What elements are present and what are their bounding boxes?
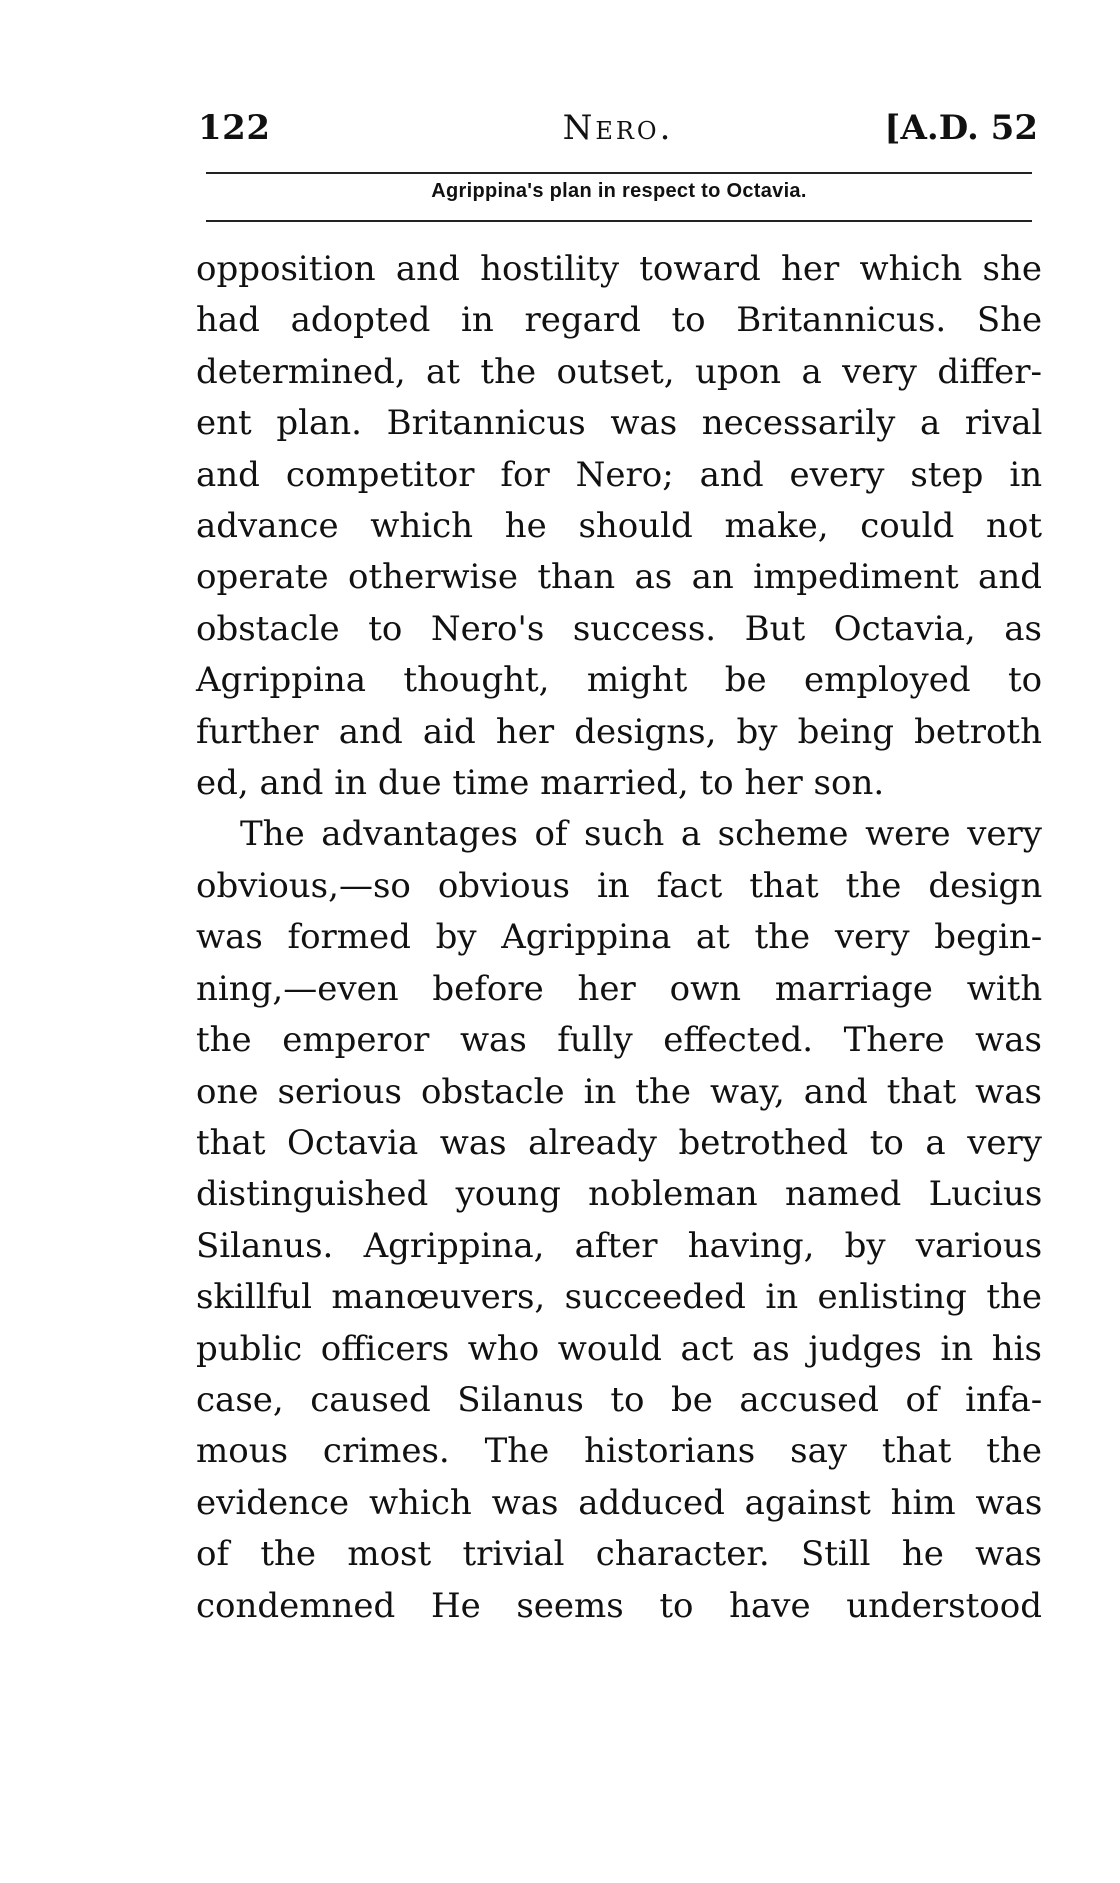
text-line: the emperor was fully effected. There was: [196, 1020, 1042, 1061]
text-line: advance which he should make, could not: [196, 506, 1042, 547]
text-line: operate otherwise than as an impediment and: [196, 557, 1042, 598]
header-rule-bottom: [206, 220, 1032, 222]
text-line: mous crimes. The historians say that the: [196, 1431, 1042, 1472]
text-line: skillful manœuvers, succeeded in enlisting the: [196, 1277, 1043, 1318]
text-line: public officers who would act as judges in his: [196, 1328, 1042, 1369]
running-date: [A.D. 52: [884, 108, 1038, 148]
body-text: [196, 244, 1042, 1632]
text-line: Silanus. Agrippina, after having, by various: [196, 1225, 1043, 1266]
text-line: further and aid her designs, by being betroth: [196, 711, 1042, 752]
paragraph-1: [196, 244, 1042, 809]
running-header: [198, 108, 1038, 160]
text-line: evidence which was adduced against him was: [196, 1482, 1043, 1523]
running-title: Nero.: [562, 108, 674, 148]
text-line: that Octavia was already betrothed to a very: [196, 1122, 1042, 1163]
header-rule-top: [206, 172, 1032, 174]
text-line: Agrippina thought, might be employed to: [196, 660, 1043, 701]
text-line: case, caused Silanus to be accused of infa-: [196, 1379, 1043, 1420]
page-number: 122: [198, 108, 271, 148]
text-line: ning,—even before her own marriage with: [196, 968, 1043, 1009]
text-line: distinguished young nobleman named Lucius: [196, 1174, 1043, 1215]
text-line: ed, and in due time married, to her son.: [196, 763, 885, 804]
text-line: one serious obstacle in the way, and that was: [196, 1071, 1042, 1112]
text-line: ent plan. Britannicus was necessarily a rival: [196, 403, 1043, 444]
section-subheading: Agrippina's plan in respect to Octavia.: [431, 180, 807, 202]
text-line: and competitor for Nero; and every step in: [196, 454, 1043, 495]
text-line: determined, at the outset, upon a very differ-: [196, 351, 1042, 392]
text-line: opposition and hostility toward her which she: [196, 249, 1042, 289]
text-line: obstacle to Nero's success. But Octavia, as: [196, 608, 1042, 649]
text-line: The advantages of such a scheme were very: [240, 814, 1042, 855]
text-line: obvious,—so obvious in fact that the design: [196, 865, 1043, 906]
text-line: of the most trivial character. Still he was: [196, 1534, 1042, 1575]
text-line: was formed by Agrippina at the very begin-: [196, 917, 1043, 958]
text-line: had adopted in regard to Britannicus. She: [196, 300, 1043, 341]
paragraph-2: [196, 809, 1042, 1632]
text-line: condemned He seems to have understood: [196, 1585, 1042, 1626]
